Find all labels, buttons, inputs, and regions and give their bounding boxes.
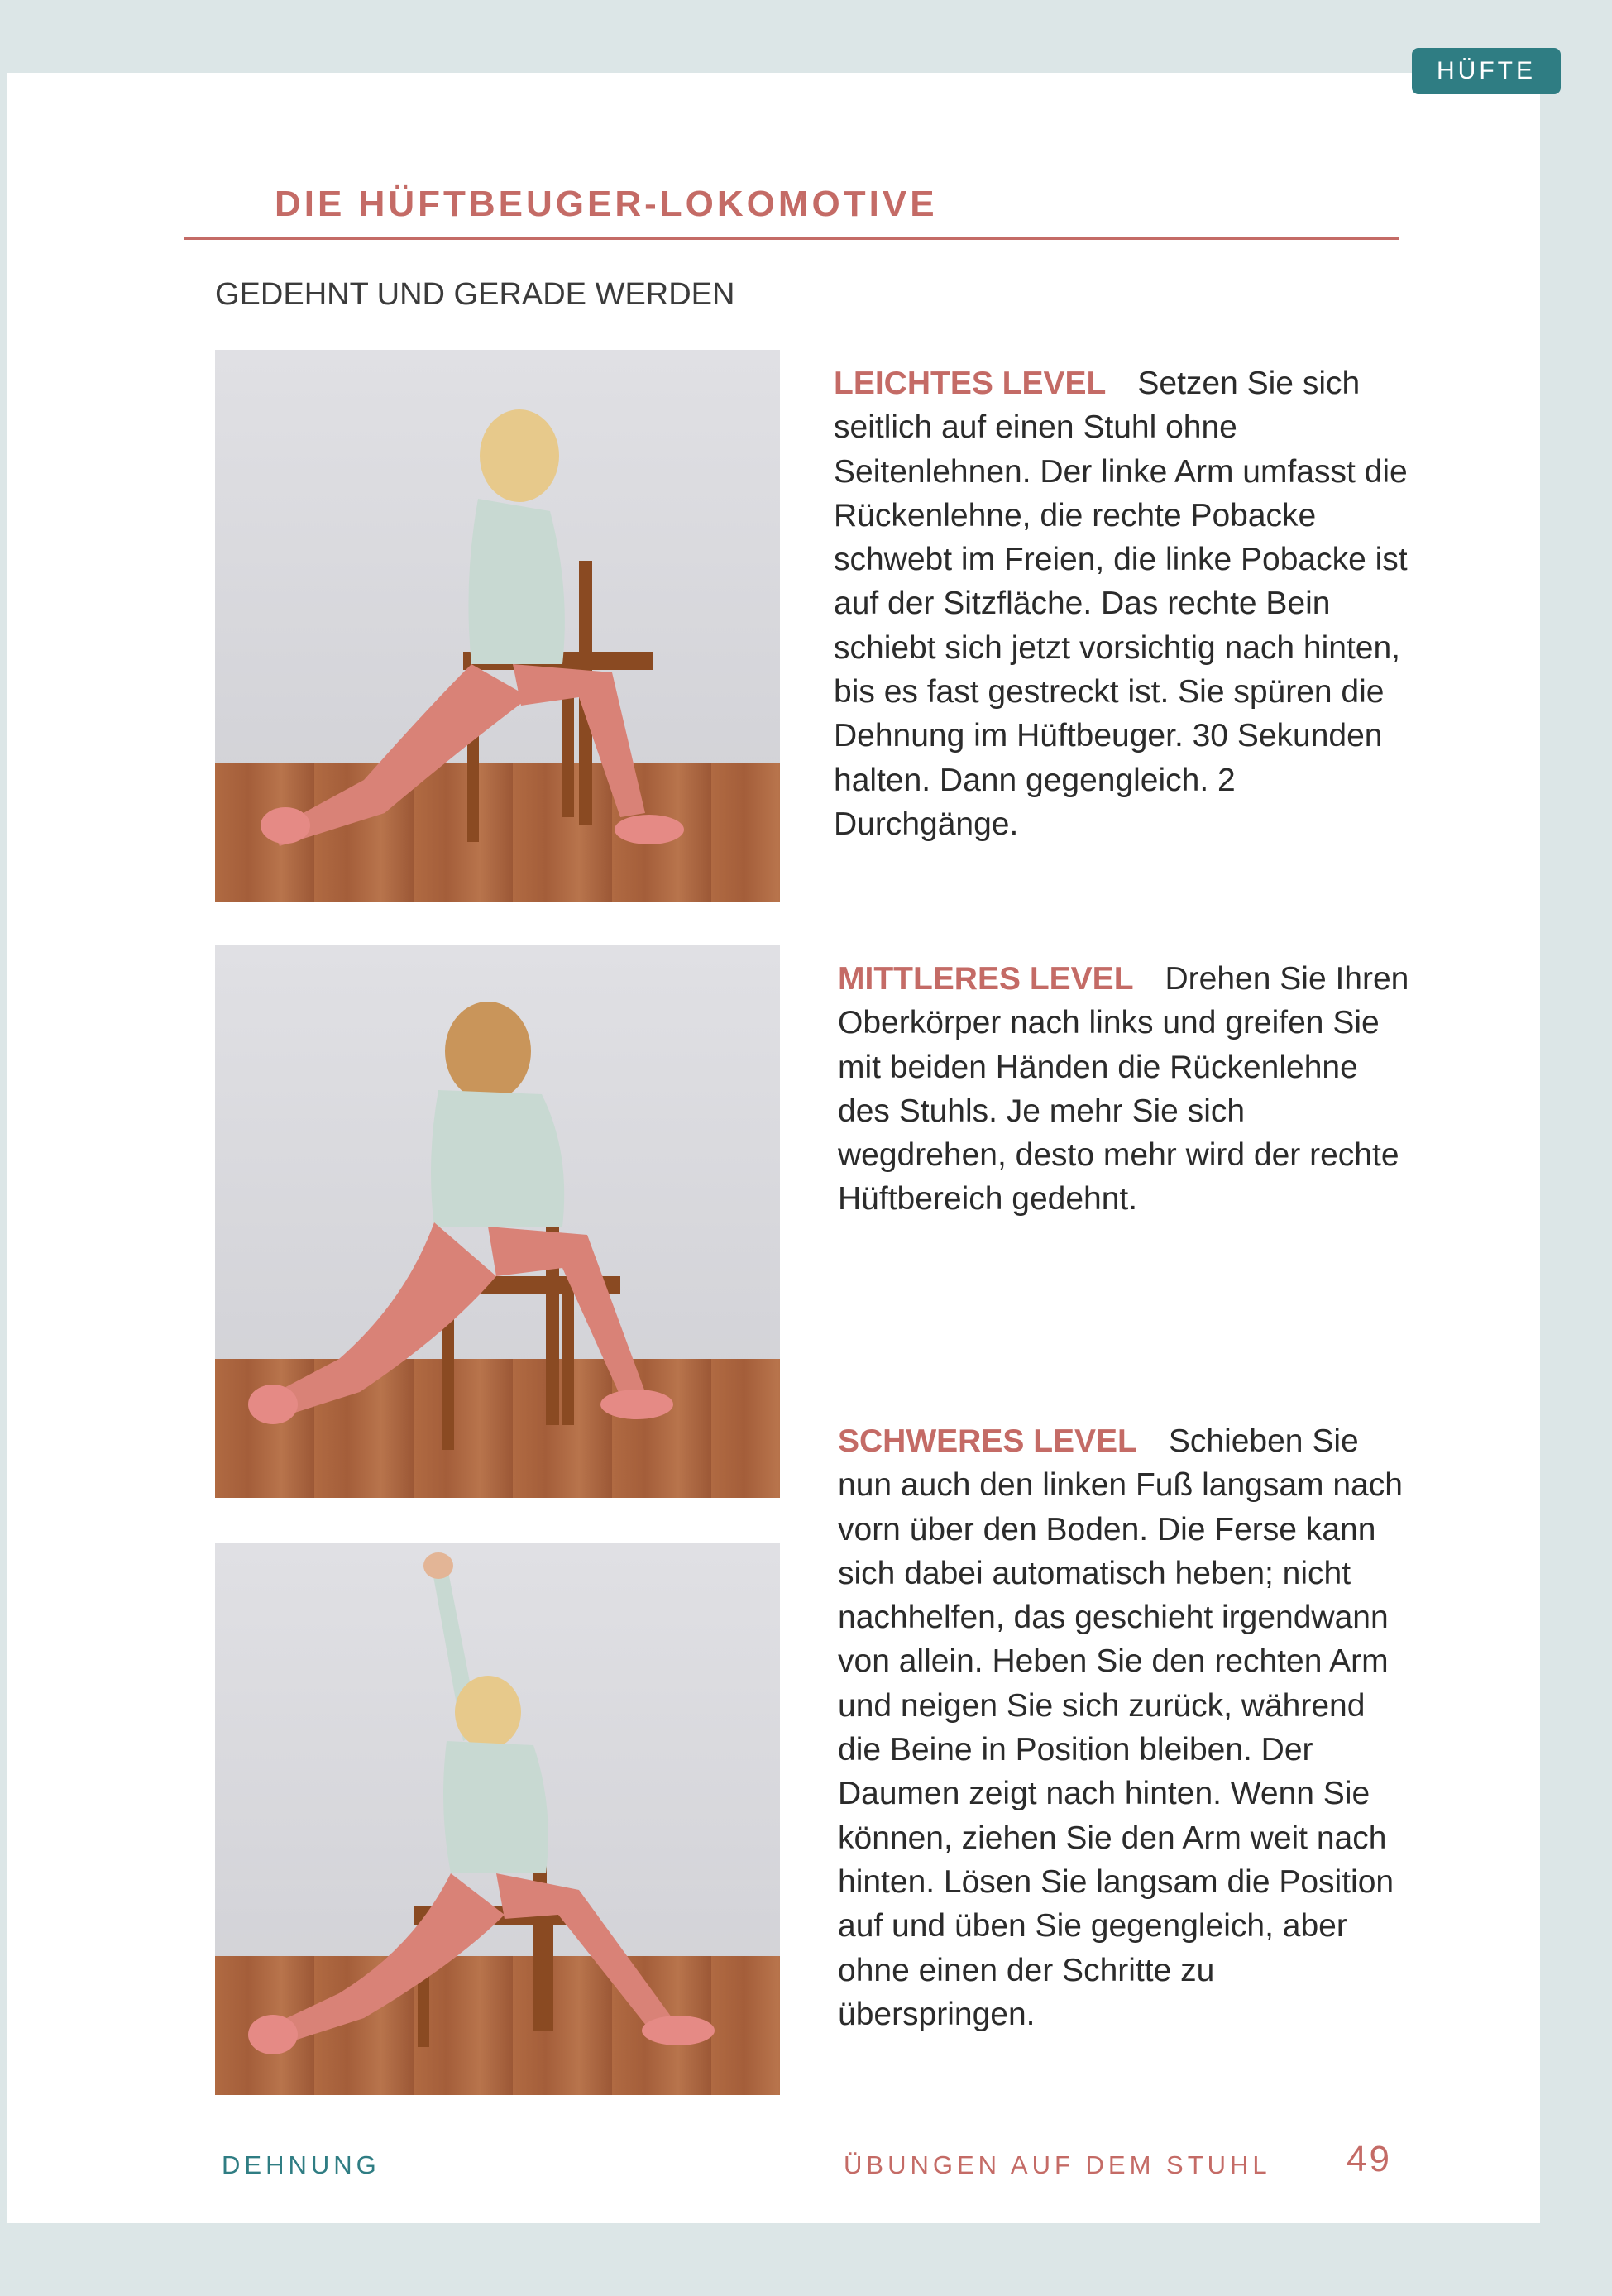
page-frame-top	[0, 0, 1612, 73]
page-frame-right	[1540, 0, 1612, 2296]
level-hard	[838, 1419, 1417, 2036]
exercise-photo-medium	[215, 945, 780, 1498]
page-subtitle: GEDEHNT UND GERADE WERDEN	[215, 277, 735, 312]
page-number: 49	[1347, 2139, 1392, 2179]
head	[480, 409, 559, 502]
front-shoe	[615, 815, 684, 844]
level-easy	[834, 361, 1413, 846]
back-shoe	[248, 1385, 298, 1424]
back-shoe	[261, 807, 310, 844]
torso	[443, 1741, 548, 1873]
chapter-tab: HÜFTE	[1412, 48, 1561, 94]
front-shoe	[600, 1390, 673, 1419]
footer-section: DEHNUNG	[222, 2150, 380, 2179]
level-medium	[838, 957, 1417, 1222]
level-hard-heading: SCHWERES LEVEL	[838, 1423, 1137, 1459]
exercise-figure-hard	[215, 1543, 780, 2095]
back-leg	[261, 1873, 505, 2049]
title-divider	[184, 237, 1399, 240]
exercise-figure-easy	[215, 350, 780, 902]
page-frame-bottom	[0, 2223, 1612, 2296]
back-shoe	[248, 2015, 298, 2054]
footer-book-title: ÜBUNGEN AUF DEM STUHL	[844, 2150, 1271, 2179]
head	[455, 1676, 521, 1748]
torso	[468, 499, 564, 664]
chair-leg	[542, 1923, 553, 2031]
front-leg	[496, 1873, 678, 2035]
exercise-photo-hard	[215, 1543, 780, 2095]
level-easy-heading: LEICHTES LEVEL	[834, 366, 1107, 401]
front-shoe	[642, 2016, 715, 2045]
torso	[431, 1090, 564, 1227]
exercise-figure-medium	[215, 945, 780, 1498]
exercise-photo-easy	[215, 350, 780, 902]
chair-leg	[562, 1293, 574, 1425]
level-medium-text: Drehen Sie Ihren Oberkörper nach links und greifen Sie mit beiden Händen die Rückenlehne des Stuhls. Je mehr Sie sich wegdrehen, desto mehr wird der rechte Hüftbereich gedehnt.	[838, 961, 1409, 1217]
page-title: DIE HÜFTBEUGER-LOKOMOTIVE	[275, 184, 938, 224]
back-leg	[273, 664, 529, 846]
hand	[423, 1552, 453, 1579]
level-easy-text: Setzen Sie sich seitlich auf einen Stuhl ohne Seitenlehnen. Der linke Arm umfasst die Rückenlehne, die rechte Pobacke schwebt im Freien, die linke Pobacke ist auf der Sitzfläche. Das rechte Bein schiebt sich jetzt vorsichtig nach hinten, bis es fast gestreckt ist. Sie spüren die Dehnung im Hüftbeuger. 30 Sekunden halten. Dann gegengleich. 2 Durchgänge.	[834, 366, 1408, 842]
level-medium-heading: MITTLERES LEVEL	[838, 961, 1134, 997]
level-hard-text: Schieben Sie nun auch den linken Fuß langsam nach vorn über den Boden. Die Ferse kann sich dabei automatisch heben; nicht nachhelfen, das geschieht irgendwann von allein. Heben Sie den rechten Arm und neigen Sie sich zurück, während die Beine in Position bleiben. Der Daumen zeigt nach hinten. Wenn Sie können, ziehen Sie den Arm weit nach hinten. Lösen Sie langsam die Position auf und üben Sie gegengleich, aber ohne einen der Schritte zu überspringen.	[838, 1423, 1403, 2032]
head	[445, 1002, 531, 1101]
back-leg	[261, 1222, 496, 1421]
